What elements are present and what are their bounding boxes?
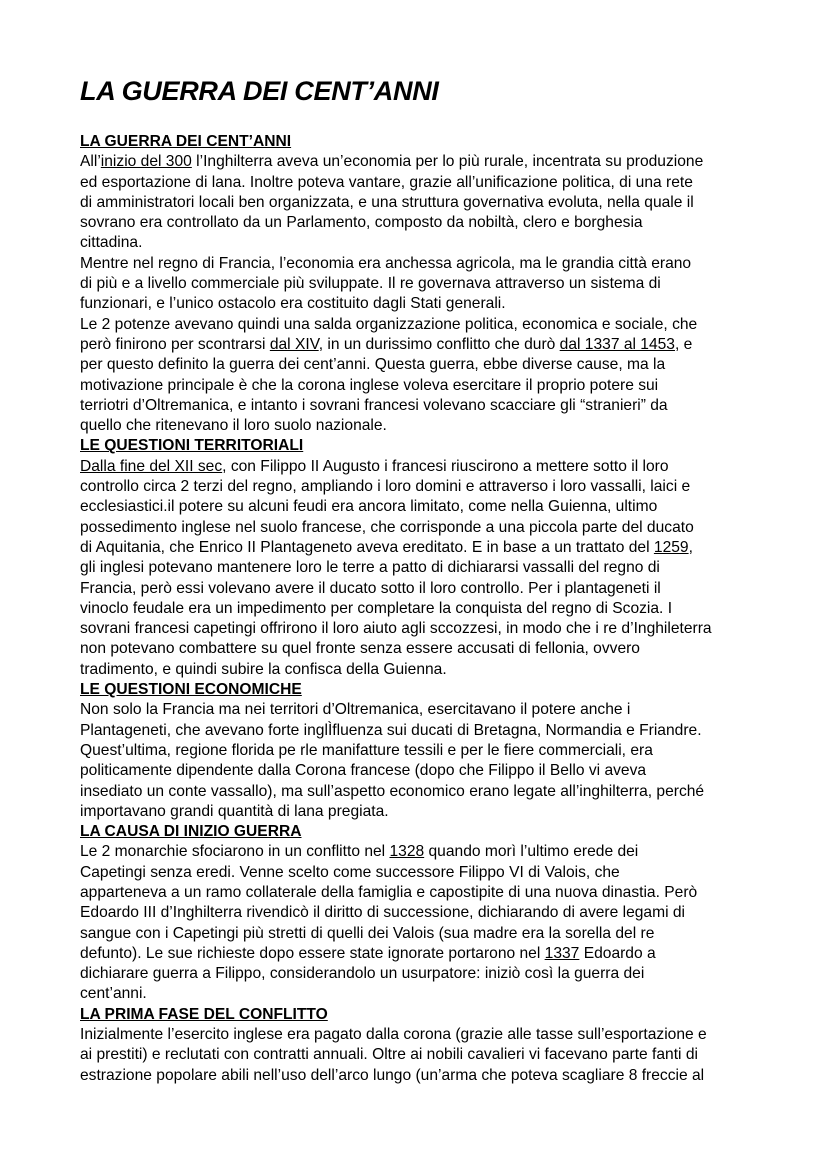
- section-heading: LA GUERRA DEI CENT’ANNI: [80, 133, 292, 150]
- text-line: [80, 721, 760, 741]
- text-line: [80, 355, 760, 375]
- text-line: [80, 1045, 760, 1065]
- text-segment: ed esportazione di lana. Inoltre poteva vantare, grazie all’unificazione politica, di una rete: [80, 173, 693, 191]
- text-line: [80, 558, 760, 578]
- section-heading: LE QUESTIONI TERRITORIALI: [80, 437, 304, 455]
- text-segment: ai prestiti) e reclutati con contratti annuali. Oltre ai nobili cavalieri vi facevano parte fanti di: [80, 1046, 698, 1064]
- text-line: [80, 538, 760, 558]
- text-segment: sangue con i Capetingi più stretti di quelli dei Valois (sua madre era la sorella del re: [80, 924, 655, 942]
- text-line: [80, 274, 760, 294]
- text-segment: ecclesiastici.il potere su alcuni feudi era ancora limitato, come nella Guienna, ultimo: [80, 498, 658, 516]
- text-segment: controllo circa 2 terzi del regno, ampliando i loro domini e attraverso i loro vassalli, laici e: [80, 478, 691, 496]
- text-line: [80, 944, 760, 964]
- text-segment: di amministratori locali ben organizzata, e una struttura governativa evoluta, nella quale il: [80, 193, 694, 211]
- text-line: [80, 335, 760, 355]
- underlined-text: 1259: [653, 538, 689, 556]
- text-segment: Edoardo III d’Inghilterra rivendicò il diritto di successione, dichiarando di avere legami di: [80, 904, 686, 922]
- text-line: [80, 173, 760, 193]
- text-segment: , e: [674, 335, 693, 353]
- text-line: [80, 457, 760, 477]
- underlined-text: Dalla fine del XII sec: [80, 457, 223, 475]
- underlined-text: 1328: [389, 843, 425, 861]
- text-segment: sovrani francesi capetingi offrirono il loro aiuto agli sccozzesi, in modo che i re d’Inghileterra: [80, 620, 712, 638]
- text-segment: Quest’ultima, regione florida pe rle manifatture tessili e per le fiere commerciali, era: [80, 741, 653, 759]
- text-segment: terriotri d’Oltremanica, e intanto i sovrani francesi volevano scacciare gli “stranieri” da: [80, 396, 668, 414]
- text-segment: ,: [688, 538, 693, 556]
- section-heading: LA PRIMA FASE DEL CONFLITTO: [80, 1005, 328, 1023]
- text-segment: dichiarare guerra a Filippo, considerandolo un usurpatore: iniziò così la guerra dei: [80, 965, 645, 983]
- text-segment: , in un durissimo conflitto che durò: [318, 335, 560, 353]
- text-line: [80, 213, 760, 233]
- text-line: [80, 863, 760, 883]
- text-line: [80, 700, 760, 720]
- text-line: [80, 233, 760, 253]
- text-segment: Francia, però essi volevano avere il ducato sotto il loro controllo. Per i plantageneti il: [80, 579, 661, 597]
- text-segment: defunto). Le sue richieste dopo essere state ignorate portarono nel: [80, 944, 545, 962]
- text-segment: cittadina.: [80, 234, 143, 252]
- text-line: [80, 254, 760, 274]
- document-title: LA GUERRA DEI CENT’ANNI: [80, 76, 439, 106]
- text-segment: Non solo la Francia ma nei territori d’Oltremanica, esercitavano il potere anche i: [80, 701, 631, 719]
- text-line: [80, 1066, 760, 1086]
- text-segment: di Aquitania, che Enrico II Plantageneto aveva ereditato. E in base a un trattato del: [80, 538, 654, 556]
- underlined-text: 1337: [544, 944, 580, 962]
- text-line: [80, 802, 760, 822]
- text-line: [80, 1025, 760, 1045]
- text-segment: gli inglesi potevano mantenere loro le terre a patto di dichiararsi vassalli del regno di: [80, 559, 660, 577]
- text-segment: , con Filippo II Augusto i francesi riuscirono a mettere sotto il loro: [222, 457, 669, 475]
- section-heading: LE QUESTIONI ECONOMICHE: [80, 681, 302, 699]
- text-line: [80, 842, 760, 862]
- text-line: [80, 396, 760, 416]
- text-line: [80, 619, 760, 639]
- text-segment: importavano grandi quantità di lana pregiata.: [80, 802, 389, 820]
- underlined-text: dal XIV: [269, 335, 319, 353]
- text-line: [80, 193, 760, 213]
- underlined-text: inizio del 300: [100, 153, 192, 171]
- text-segment: Capetingi senza eredi. Venne scelto come successore Filippo VI di Valois, che: [80, 863, 620, 881]
- text-segment: per questo definito la guerra dei cent’anni. Questa guerra, ebbe diverse cause, ma la: [80, 356, 666, 374]
- text-line: [80, 903, 760, 923]
- text-line: [80, 416, 760, 436]
- document-body: [80, 132, 760, 1086]
- text-segment: tradimento, e quindi subire la confisca della Guienna.: [80, 660, 447, 678]
- text-segment: sovrano era controllato da un Parlamento, composto da nobiltà, clero e borghesia: [80, 214, 643, 232]
- text-line: [80, 518, 760, 538]
- text-line: [80, 639, 760, 659]
- text-line: [80, 599, 760, 619]
- text-segment: vinoclo feudale era un impedimento per completare la conquista del regno di Scozia. I: [80, 599, 673, 617]
- text-line: [80, 376, 760, 396]
- text-segment: possedimento inglese nel suolo francese, che corrisponde a una piccola parte del ducato: [80, 518, 694, 536]
- text-segment: insediato un conte vassallo), ma sull’aspetto economico erano legate all’inghilterra, perché: [80, 782, 705, 800]
- text-segment: quello che ritenevano il loro suolo nazionale.: [80, 417, 387, 435]
- text-line: [80, 497, 760, 517]
- text-segment: Inizialmente l’esercito inglese era pagato dalla corona (grazie alle tasse sull’esportazione e: [80, 1026, 707, 1044]
- text-segment: Le 2 monarchie sfociarono in un conflitto nel: [80, 843, 390, 861]
- underlined-text: dal 1337 al 1453: [559, 335, 675, 353]
- text-segment: quando morì l’ultimo erede dei: [424, 843, 639, 861]
- text-segment: All’: [80, 153, 101, 171]
- section-heading: LA CAUSA DI INIZIO GUERRA: [80, 823, 302, 841]
- text-line: [80, 477, 760, 497]
- text-line: [80, 761, 760, 781]
- text-line: [80, 660, 760, 680]
- text-segment: Edoardo a: [579, 944, 656, 962]
- text-line: [80, 924, 760, 944]
- text-segment: l’Inghilterra aveva un’economia per lo più rurale, incentrata su produzione: [191, 153, 704, 171]
- text-line: [80, 315, 760, 335]
- text-segment: politicamente dipendente dalla Corona francese (dopo che Filippo il Bello vi aveva: [80, 762, 647, 780]
- text-segment: apparteneva a un ramo collaterale della famiglia e capostipite di una nuova dinastia. Però: [80, 883, 698, 901]
- text-line: [80, 741, 760, 761]
- text-segment: cent’anni.: [80, 985, 147, 1003]
- text-segment: non potevano combattere su quel fronte senza essere accusati di fellonia, ovvero: [80, 640, 640, 658]
- text-segment: di più e a livello commerciale più sviluppate. Il re governava attraverso un sistema di: [80, 275, 661, 293]
- text-segment: motivazione principale è che la corona inglese voleva esercitare il proprio potere sui: [80, 376, 659, 394]
- text-line: [80, 984, 760, 1004]
- text-line: [80, 964, 760, 984]
- text-line: [80, 883, 760, 903]
- text-segment: Plantageneti, che avevano forte inglÌfluenza sui ducati di Bretagna, Normandia e Friandre.: [80, 721, 702, 739]
- text-line: [80, 294, 760, 314]
- text-segment: però finirono per scontrarsi: [80, 335, 270, 353]
- text-segment: estrazione popolare abili nell’uso dell’arco lungo (un’arma che poteva scagliare 8 freccie al: [80, 1066, 705, 1084]
- text-segment: Le 2 potenze avevano quindi una salda organizzazione politica, economica e sociale, che: [80, 315, 698, 333]
- text-line: [80, 152, 760, 172]
- text-line: [80, 579, 760, 599]
- text-segment: funzionari, e l’unico ostacolo era costituito dagli Stati generali.: [80, 295, 506, 313]
- text-line: [80, 782, 760, 802]
- text-segment: Mentre nel regno di Francia, l’economia era anchessa agricola, ma le grandia città erano: [80, 254, 692, 272]
